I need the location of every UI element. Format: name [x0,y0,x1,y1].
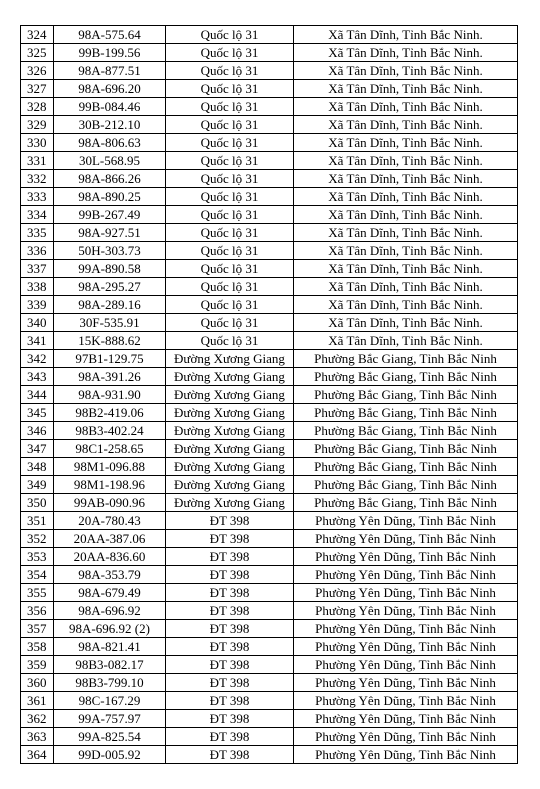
row-number: 362 [21,710,54,728]
row-number: 344 [21,386,54,404]
address: Xã Tân Dĩnh, Tỉnh Bắc Ninh. [294,80,518,98]
address: Phường Yên Dũng, Tỉnh Bắc Ninh [294,530,518,548]
address: Xã Tân Dĩnh, Tỉnh Bắc Ninh. [294,44,518,62]
license-plate: 98B3-082.17 [54,656,166,674]
road-name: Đường Xương Giang [166,404,294,422]
table-row [21,26,518,44]
road-name: ĐT 398 [166,566,294,584]
address: Xã Tân Dĩnh, Tỉnh Bắc Ninh. [294,26,518,44]
road-name: Quốc lộ 31 [166,296,294,314]
license-plate: 99B-084.46 [54,98,166,116]
table-row [21,332,518,350]
row-number: 324 [21,26,54,44]
address: Xã Tân Dĩnh, Tỉnh Bắc Ninh. [294,188,518,206]
license-plate: 98A-295.27 [54,278,166,296]
address: Xã Tân Dĩnh, Tỉnh Bắc Ninh. [294,314,518,332]
row-number: 333 [21,188,54,206]
table-row [21,188,518,206]
road-name: ĐT 398 [166,638,294,656]
address: Xã Tân Dĩnh, Tỉnh Bắc Ninh. [294,332,518,350]
license-plate: 98A-353.79 [54,566,166,584]
road-name: ĐT 398 [166,548,294,566]
address: Xã Tân Dĩnh, Tỉnh Bắc Ninh. [294,116,518,134]
license-plate: 97B1-129.75 [54,350,166,368]
address: Xã Tân Dĩnh, Tỉnh Bắc Ninh. [294,224,518,242]
table-row [21,728,518,746]
road-name: ĐT 398 [166,620,294,638]
license-plate: 98A-866.26 [54,170,166,188]
table-row [21,368,518,386]
address: Phường Yên Dũng, Tỉnh Bắc Ninh [294,548,518,566]
table-row [21,512,518,530]
address: Phường Bắc Giang, Tỉnh Bắc Ninh [294,368,518,386]
license-plate: 99A-757.97 [54,710,166,728]
road-name: Quốc lộ 31 [166,188,294,206]
license-plate: 99B-199.56 [54,44,166,62]
road-name: ĐT 398 [166,530,294,548]
road-name: ĐT 398 [166,746,294,764]
address: Phường Bắc Giang, Tỉnh Bắc Ninh [294,350,518,368]
address: Phường Yên Dũng, Tỉnh Bắc Ninh [294,602,518,620]
license-plate: 98C1-258.65 [54,440,166,458]
row-number: 353 [21,548,54,566]
row-number: 347 [21,440,54,458]
table-body [21,26,518,764]
table-row [21,746,518,764]
road-name: Quốc lộ 31 [166,80,294,98]
row-number: 351 [21,512,54,530]
license-plate: 99A-825.54 [54,728,166,746]
license-plate: 98A-806.63 [54,134,166,152]
address: Phường Yên Dũng, Tỉnh Bắc Ninh [294,566,518,584]
road-name: Quốc lộ 31 [166,170,294,188]
table-row [21,224,518,242]
address: Phường Yên Dũng, Tỉnh Bắc Ninh [294,746,518,764]
table-row [21,440,518,458]
address: Phường Yên Dũng, Tỉnh Bắc Ninh [294,620,518,638]
row-number: 352 [21,530,54,548]
address: Phường Yên Dũng, Tỉnh Bắc Ninh [294,674,518,692]
address: Xã Tân Dĩnh, Tỉnh Bắc Ninh. [294,206,518,224]
row-number: 336 [21,242,54,260]
road-name: Đường Xương Giang [166,386,294,404]
row-number: 327 [21,80,54,98]
road-name: Quốc lộ 31 [166,152,294,170]
row-number: 338 [21,278,54,296]
row-number: 332 [21,170,54,188]
address: Phường Yên Dũng, Tỉnh Bắc Ninh [294,656,518,674]
license-plate: 98A-696.20 [54,80,166,98]
road-name: ĐT 398 [166,512,294,530]
license-plate: 15K-888.62 [54,332,166,350]
road-name: Quốc lộ 31 [166,98,294,116]
address: Phường Bắc Giang, Tỉnh Bắc Ninh [294,404,518,422]
address: Xã Tân Dĩnh, Tỉnh Bắc Ninh. [294,62,518,80]
row-number: 349 [21,476,54,494]
road-name: ĐT 398 [166,710,294,728]
table-row [21,458,518,476]
address: Phường Yên Dũng, Tỉnh Bắc Ninh [294,692,518,710]
table-row [21,692,518,710]
address: Phường Bắc Giang, Tỉnh Bắc Ninh [294,440,518,458]
row-number: 326 [21,62,54,80]
license-plate: 98M1-096.88 [54,458,166,476]
road-name: Đường Xương Giang [166,476,294,494]
address: Phường Yên Dũng, Tỉnh Bắc Ninh [294,710,518,728]
address: Phường Yên Dũng, Tỉnh Bắc Ninh [294,638,518,656]
row-number: 325 [21,44,54,62]
road-name: Quốc lộ 31 [166,278,294,296]
row-number: 339 [21,296,54,314]
address: Xã Tân Dĩnh, Tỉnh Bắc Ninh. [294,242,518,260]
row-number: 341 [21,332,54,350]
license-plate: 98A-931.90 [54,386,166,404]
license-plate: 98A-289.16 [54,296,166,314]
license-plate: 98B3-402.24 [54,422,166,440]
row-number: 330 [21,134,54,152]
address: Xã Tân Dĩnh, Tỉnh Bắc Ninh. [294,134,518,152]
road-name: Quốc lộ 31 [166,314,294,332]
road-name: ĐT 398 [166,602,294,620]
address: Xã Tân Dĩnh, Tỉnh Bắc Ninh. [294,170,518,188]
table-row [21,170,518,188]
address: Phường Yên Dũng, Tỉnh Bắc Ninh [294,512,518,530]
license-plate: 98M1-198.96 [54,476,166,494]
row-number: 358 [21,638,54,656]
row-number: 329 [21,116,54,134]
road-name: Quốc lộ 31 [166,44,294,62]
address: Xã Tân Dĩnh, Tỉnh Bắc Ninh. [294,278,518,296]
address: Phường Yên Dũng, Tỉnh Bắc Ninh [294,584,518,602]
table-row [21,602,518,620]
license-plate: 98A-679.49 [54,584,166,602]
road-name: ĐT 398 [166,674,294,692]
road-name: Quốc lộ 31 [166,260,294,278]
row-number: 357 [21,620,54,638]
table-row [21,710,518,728]
table-row [21,566,518,584]
road-name: Đường Xương Giang [166,440,294,458]
row-number: 343 [21,368,54,386]
address: Phường Bắc Giang, Tỉnh Bắc Ninh [294,458,518,476]
table-row [21,350,518,368]
row-number: 348 [21,458,54,476]
road-name: Đường Xương Giang [166,368,294,386]
table-row [21,674,518,692]
row-number: 363 [21,728,54,746]
row-number: 337 [21,260,54,278]
row-number: 331 [21,152,54,170]
table-row [21,62,518,80]
license-plate: 98A-877.51 [54,62,166,80]
table-row [21,260,518,278]
table-row [21,44,518,62]
road-name: Quốc lộ 31 [166,242,294,260]
license-plate: 98A-927.51 [54,224,166,242]
row-number: 360 [21,674,54,692]
license-plate: 98A-890.25 [54,188,166,206]
license-plate: 98A-391.26 [54,368,166,386]
road-name: ĐT 398 [166,656,294,674]
address: Phường Bắc Giang, Tỉnh Bắc Ninh [294,422,518,440]
license-plate: 98A-575.64 [54,26,166,44]
address: Phường Bắc Giang, Tỉnh Bắc Ninh [294,476,518,494]
license-plate: 99B-267.49 [54,206,166,224]
table-row [21,404,518,422]
road-name: Đường Xương Giang [166,422,294,440]
license-plate: 98A-696.92 [54,602,166,620]
license-plate: 99D-005.92 [54,746,166,764]
license-plate: 98A-821.41 [54,638,166,656]
license-plate: 99A-890.58 [54,260,166,278]
road-name: Đường Xương Giang [166,458,294,476]
license-plate: 20AA-387.06 [54,530,166,548]
table-row [21,386,518,404]
table-row [21,296,518,314]
table-row [21,548,518,566]
address: Xã Tân Dĩnh, Tỉnh Bắc Ninh. [294,152,518,170]
license-plate: 50H-303.73 [54,242,166,260]
table-row [21,620,518,638]
license-plate: 98A-696.92 (2) [54,620,166,638]
table-row [21,494,518,512]
table-row [21,116,518,134]
road-name: Quốc lộ 31 [166,224,294,242]
road-name: Quốc lộ 31 [166,62,294,80]
address: Phường Yên Dũng, Tỉnh Bắc Ninh [294,728,518,746]
row-number: 350 [21,494,54,512]
road-name: ĐT 398 [166,584,294,602]
table-row [21,584,518,602]
row-number: 361 [21,692,54,710]
license-plate: 98B3-799.10 [54,674,166,692]
license-plate: 30L-568.95 [54,152,166,170]
row-number: 345 [21,404,54,422]
row-number: 354 [21,566,54,584]
license-plate: 30F-535.91 [54,314,166,332]
table-row [21,206,518,224]
address: Phường Bắc Giang, Tỉnh Bắc Ninh [294,386,518,404]
table-row [21,80,518,98]
row-number: 340 [21,314,54,332]
table-row [21,242,518,260]
road-name: Quốc lộ 31 [166,26,294,44]
address: Xã Tân Dĩnh, Tỉnh Bắc Ninh. [294,296,518,314]
table-row [21,656,518,674]
row-number: 328 [21,98,54,116]
license-plate: 20A-780.43 [54,512,166,530]
row-number: 356 [21,602,54,620]
table-row [21,314,518,332]
row-number: 334 [21,206,54,224]
road-name: Đường Xương Giang [166,350,294,368]
road-name: Quốc lộ 31 [166,332,294,350]
address: Xã Tân Dĩnh, Tỉnh Bắc Ninh. [294,260,518,278]
table-row [21,422,518,440]
address: Phường Bắc Giang, Tỉnh Bắc Ninh [294,494,518,512]
license-plate: 98B2-419.06 [54,404,166,422]
road-name: ĐT 398 [166,728,294,746]
table-row [21,638,518,656]
license-plate: 20AA-836.60 [54,548,166,566]
table-row [21,476,518,494]
table-row [21,530,518,548]
road-name: Quốc lộ 31 [166,206,294,224]
violation-table [20,25,518,764]
road-name: Quốc lộ 31 [166,116,294,134]
row-number: 355 [21,584,54,602]
license-plate: 30B-212.10 [54,116,166,134]
license-plate: 98C-167.29 [54,692,166,710]
row-number: 346 [21,422,54,440]
row-number: 364 [21,746,54,764]
license-plate: 99AB-090.96 [54,494,166,512]
address: Xã Tân Dĩnh, Tỉnh Bắc Ninh. [294,98,518,116]
row-number: 342 [21,350,54,368]
row-number: 359 [21,656,54,674]
road-name: Đường Xương Giang [166,494,294,512]
table-row [21,278,518,296]
road-name: Quốc lộ 31 [166,134,294,152]
table-row [21,98,518,116]
row-number: 335 [21,224,54,242]
road-name: ĐT 398 [166,692,294,710]
table-row [21,134,518,152]
table-row [21,152,518,170]
